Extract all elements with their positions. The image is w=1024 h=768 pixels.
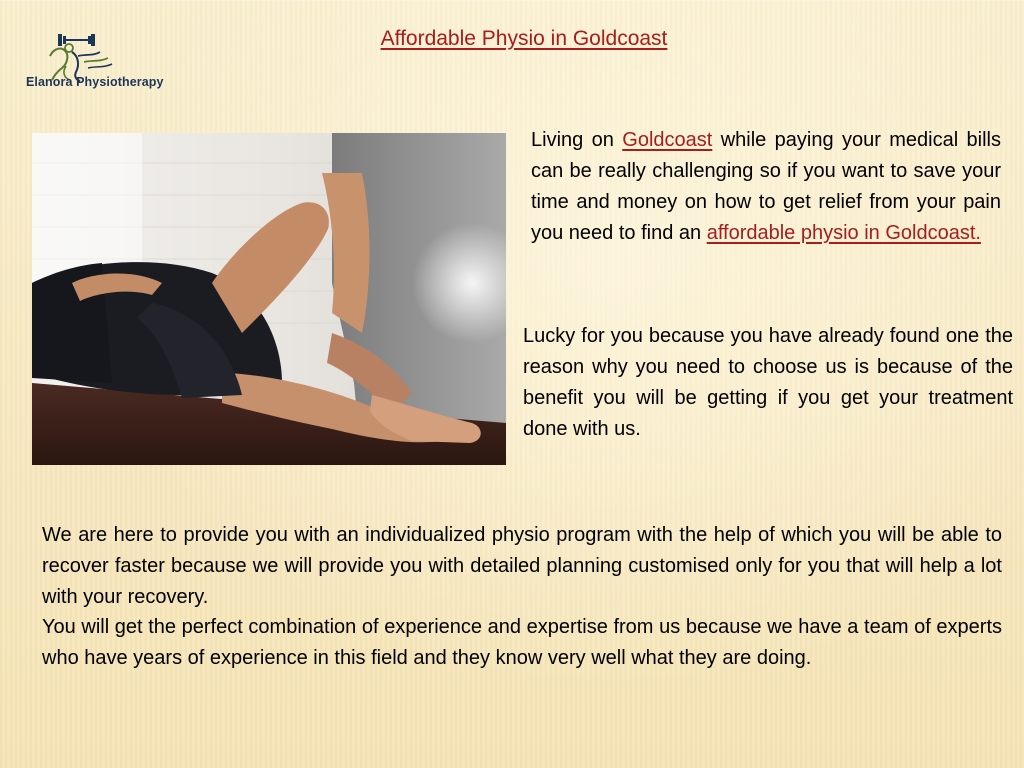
goldcoast-link[interactable]: Goldcoast — [622, 129, 713, 151]
program-paragraph: We are here to provide you with an individualized physio program with the help of which you will be able to recover faster because we will provide you with detailed planning customised only for you that will help a lot with your recovery. — [42, 524, 1002, 608]
affordable-physio-link[interactable]: affordable physio in Goldcoast. — [706, 222, 981, 244]
intro-paragraph — [531, 125, 1001, 249]
brand-name: Elanora Physiotherapy — [26, 75, 164, 89]
experience-paragraph: You will get the perfect combination of experience and expertise from us because we have a team of experts who have years of experience in this field and they know very well what they are doing. — [42, 616, 1002, 669]
benefit-paragraph: Lucky for you because you have already found one the reason why you need to choose us is because of the benefit you will be getting if you get your treatment done with us. — [523, 325, 1013, 440]
intro-text-middle: while paying your medical bills can be really challenging so if you want to save your time and money on how to get relief from your pain you need to find an — [531, 129, 1001, 244]
intro-text-before: Living on — [531, 129, 623, 151]
physiotherapy-photo — [32, 133, 506, 465]
photo-illustration — [32, 133, 506, 465]
page-title: Affordable Physio in Goldcoast — [380, 27, 668, 50]
